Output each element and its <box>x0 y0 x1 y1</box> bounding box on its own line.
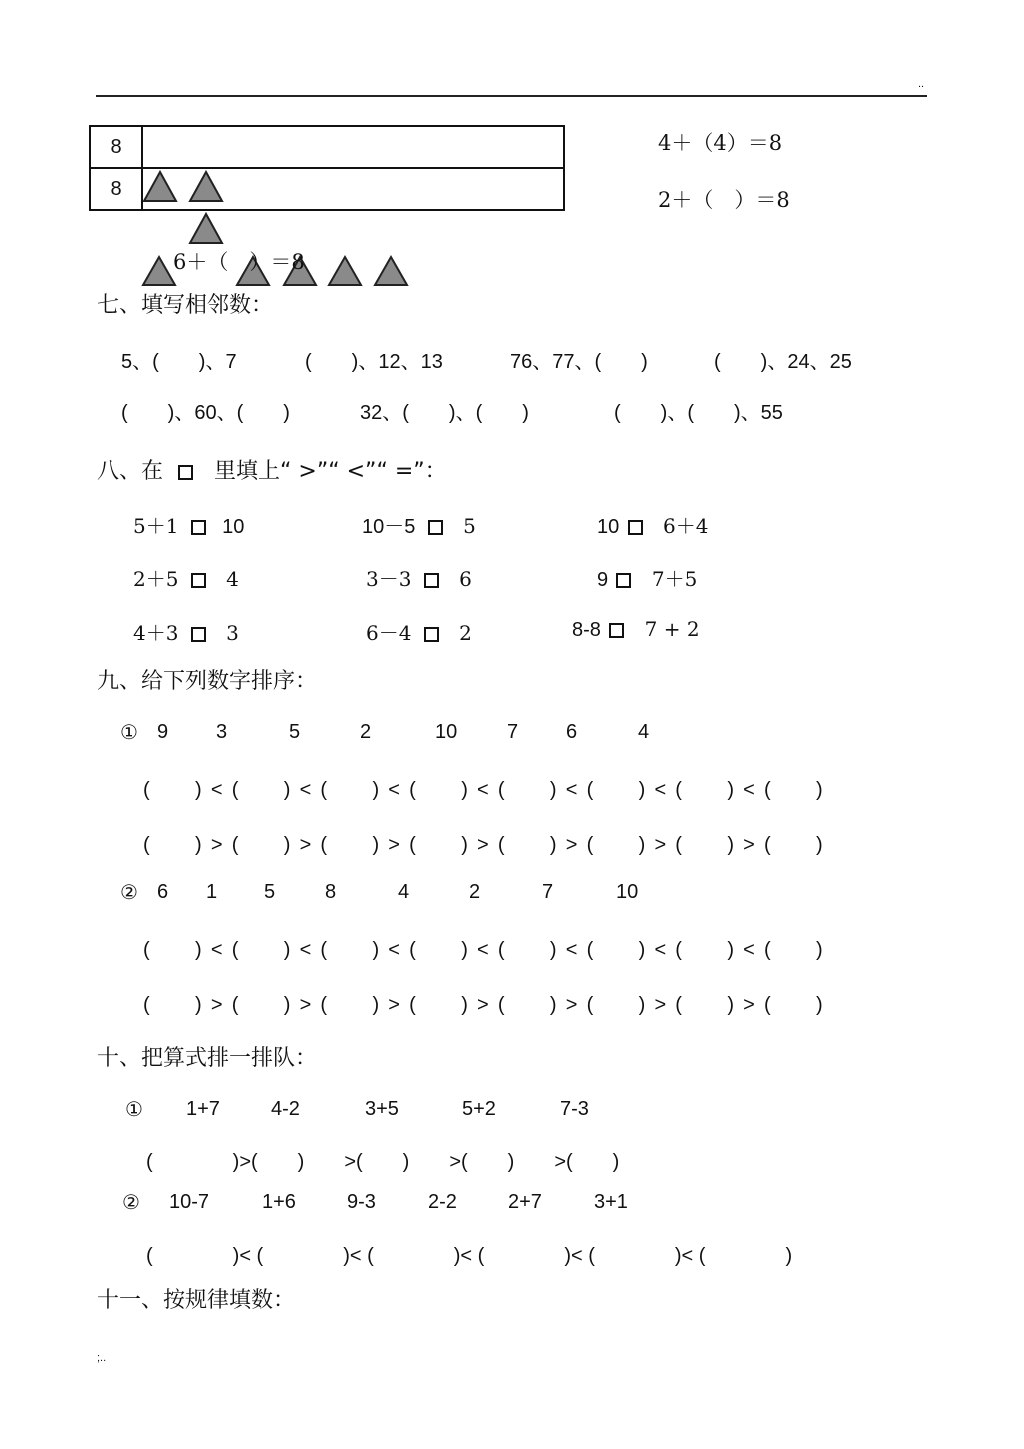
compare-left: 2＋5 <box>133 567 179 591</box>
sort-number: 7 <box>542 881 554 903</box>
group1-marker: ① <box>125 1099 143 1121</box>
sort-number: 6 <box>157 881 169 903</box>
group1-marker: ① <box>120 722 138 744</box>
neighbor-item[interactable]: 76、77、( ) <box>510 351 648 373</box>
compare-right: 6＋4 <box>662 514 709 538</box>
sort-number: 5 <box>289 721 301 743</box>
equation-right-2: 2＋（ ）＝8 <box>658 188 790 212</box>
compare-right: 2 <box>459 621 472 645</box>
neighbor-item[interactable]: 32、( )、( ) <box>360 402 529 424</box>
group2-marker: ② <box>122 1192 140 1214</box>
compare-item <box>366 563 472 592</box>
compare-right: 7＋5 <box>651 567 698 591</box>
compare-box[interactable] <box>424 627 439 642</box>
neighbor-item[interactable]: ( )、24、25 <box>714 351 852 373</box>
compare-left: 6－4 <box>366 621 412 645</box>
neighbor-item[interactable]: ( )、60、( ) <box>121 402 290 424</box>
compare-right: 6 <box>459 567 472 591</box>
compare-item <box>133 617 239 646</box>
table-row2-number: 8 <box>90 168 142 210</box>
footer-mark: ;.. <box>97 1352 107 1364</box>
triangle-icon <box>143 257 175 285</box>
expression: 2+7 <box>508 1191 542 1213</box>
header-mark: .. <box>918 78 925 90</box>
sort-number: 7 <box>507 721 519 743</box>
expression: 3+1 <box>594 1191 628 1213</box>
compare-item <box>597 510 708 539</box>
triangle-icon <box>329 257 361 285</box>
expression-answer-row[interactable]: ( )>( ) >( ) >( ) >( ) <box>146 1151 620 1173</box>
compare-box[interactable] <box>191 573 206 588</box>
compare-right: 10 <box>222 516 245 538</box>
compare-right: 5 <box>463 514 476 538</box>
compare-left: 10 <box>597 516 620 538</box>
expression-answer-row[interactable]: ( )< ( )< ( )< ( )< ( )< ( ) <box>146 1245 793 1267</box>
compare-left: 9 <box>597 569 609 591</box>
expression: 2-2 <box>428 1191 457 1213</box>
compare-left: 3－3 <box>366 567 412 591</box>
section9-title: 九、给下列数字排序： <box>97 669 318 694</box>
triangle-icon <box>190 214 222 243</box>
sort-number: 5 <box>264 881 276 903</box>
ascending-answer-row[interactable]: ( ) < ( ) < ( ) < ( ) < ( ) < ( ) < ( ) < ( ) <box>143 779 825 801</box>
expression: 7-3 <box>560 1098 589 1120</box>
triangle-shapes <box>0 0 1024 300</box>
sort-number: 9 <box>157 721 169 743</box>
section11-title: 十一、按规律填数： <box>97 1288 296 1313</box>
compare-left: 4＋3 <box>133 621 179 645</box>
compare-box[interactable] <box>609 623 624 638</box>
sort-number: 2 <box>469 881 481 903</box>
compare-right: 4 <box>226 567 239 591</box>
section8-title-suffix: 里填上“ >”“ <”“ =”： <box>214 459 447 484</box>
expression: 1+6 <box>262 1191 296 1213</box>
sort-number: 3 <box>216 721 228 743</box>
neighbor-item[interactable]: ( )、12、13 <box>305 351 443 373</box>
compare-right: 7 + 2 <box>644 617 700 641</box>
compare-item <box>366 617 472 646</box>
neighbor-item[interactable]: 5、( )、7 <box>121 351 237 373</box>
compare-item <box>572 617 700 642</box>
compare-left: 10－5 <box>362 516 416 538</box>
section8-title-prefix: 八、在 <box>97 459 164 484</box>
expression: 1+7 <box>186 1098 220 1120</box>
expression: 3+5 <box>365 1098 399 1120</box>
expression: 5+2 <box>462 1098 496 1120</box>
compare-left: 8-8 <box>572 619 601 641</box>
compare-box[interactable] <box>628 520 643 535</box>
compare-item <box>133 563 239 592</box>
sort-number: 8 <box>325 881 337 903</box>
sort-number: 4 <box>638 721 650 743</box>
sort-number: 10 <box>616 881 639 903</box>
equation-bottom: 6＋（ ）＝8 <box>173 250 305 274</box>
descending-answer-row[interactable]: ( ) > ( ) > ( ) > ( ) > ( ) > ( ) > ( ) > ( ) <box>143 834 825 856</box>
sort-number: 10 <box>435 721 458 743</box>
compare-box[interactable] <box>191 520 206 535</box>
compare-item <box>597 563 697 592</box>
table-row1-number: 8 <box>90 126 142 168</box>
compare-box[interactable] <box>424 573 439 588</box>
expression: 4-2 <box>271 1098 300 1120</box>
compare-item <box>362 510 476 539</box>
sort-number: 2 <box>360 721 372 743</box>
compare-box[interactable] <box>428 520 443 535</box>
ascending-answer-row[interactable]: ( ) < ( ) < ( ) < ( ) < ( ) < ( ) < ( ) < ( ) <box>143 939 825 961</box>
triangle-icon <box>375 257 407 285</box>
expression: 9-3 <box>347 1191 376 1213</box>
group2-marker: ② <box>120 882 138 904</box>
compare-box[interactable] <box>616 573 631 588</box>
section8-title <box>97 454 447 485</box>
equation-right-1: 4＋（4）＝8 <box>658 131 783 155</box>
answer-box-icon <box>178 465 193 480</box>
compare-box[interactable] <box>191 627 206 642</box>
triangle-icon <box>190 172 222 201</box>
section7-title: 七、填写相邻数： <box>97 293 274 318</box>
compare-item <box>133 510 244 539</box>
expression: 10-7 <box>169 1191 210 1213</box>
triangle-icon <box>144 172 176 201</box>
neighbor-item[interactable]: ( )、( )、55 <box>614 402 783 424</box>
section10-title: 十、把算式排一排队： <box>97 1046 318 1071</box>
sort-number: 1 <box>206 881 218 903</box>
compare-left: 5＋1 <box>133 514 179 538</box>
sort-number: 4 <box>398 881 410 903</box>
sort-number: 6 <box>566 721 578 743</box>
compare-right: 3 <box>226 621 239 645</box>
descending-answer-row[interactable]: ( ) > ( ) > ( ) > ( ) > ( ) > ( ) > ( ) > ( ) <box>143 994 825 1016</box>
